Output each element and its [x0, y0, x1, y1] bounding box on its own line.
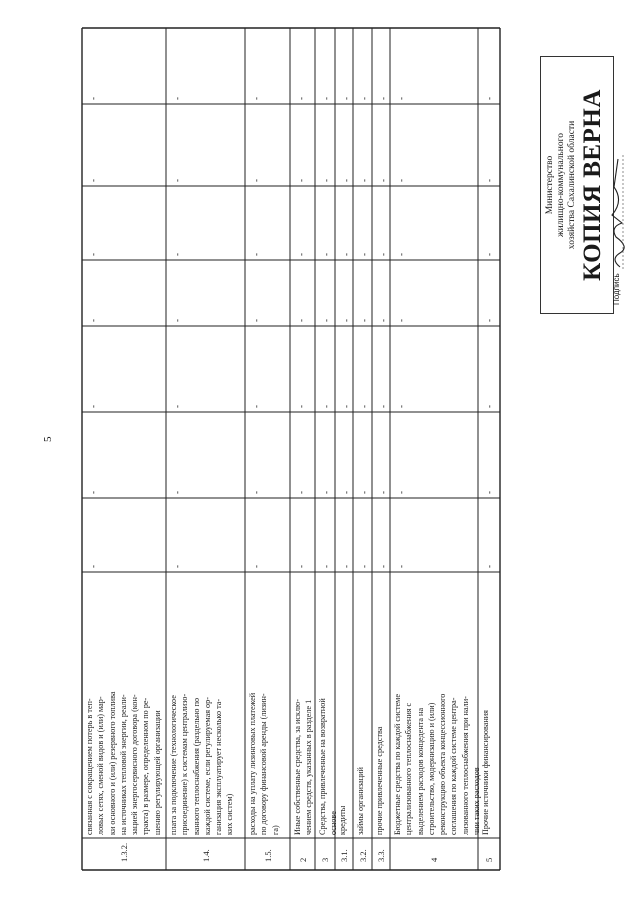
row-description — [337, 806, 348, 835]
value-cell: - — [172, 565, 182, 568]
description-line: выделением расходов концедента на — [415, 707, 425, 835]
row-number: 3 — [320, 857, 330, 862]
stamp-ministry-line3: хозяйства Сахалинской области — [567, 120, 577, 250]
value-cell: - — [321, 405, 331, 408]
value-cell: - — [296, 97, 306, 100]
row-description — [168, 694, 236, 835]
description-line: ких систем) — [225, 793, 235, 835]
value-cell: - — [321, 97, 331, 100]
description-line: присоединение) к системам централизо- — [180, 693, 190, 835]
value-cell: - — [378, 179, 388, 182]
value-cell: - — [396, 405, 406, 408]
value-cell: - — [484, 179, 494, 182]
value-cell: - — [251, 405, 261, 408]
value-cell: - — [172, 491, 182, 494]
value-cell: - — [251, 253, 261, 256]
page-number: 5 — [42, 436, 54, 442]
row-description — [374, 727, 385, 835]
description-line: займы организаций — [356, 767, 365, 835]
description-line: Прочие источники финансирования — [481, 710, 490, 835]
value-cell: - — [341, 253, 351, 256]
row-number: 2 — [297, 857, 308, 862]
value-cell: - — [359, 253, 369, 256]
value-cell: - — [251, 179, 261, 182]
description-line: Средства, привлеченные на возвратной — [318, 698, 327, 835]
value-cell: - — [359, 405, 369, 408]
value-cell: - — [341, 491, 351, 494]
value-cell: - — [88, 179, 98, 182]
value-cell: - — [378, 253, 388, 256]
description-line: Бюджетные средства по каждой системе — [393, 694, 402, 835]
description-line: реконструкцию объекта концессионного — [438, 693, 448, 835]
description-line: лизованного теплоснабжения при нали- — [460, 696, 470, 835]
description-line: на источниках тепловой энергии, реали- — [118, 694, 128, 835]
stamp-signature-label: Подпись — [612, 273, 622, 305]
row-description — [480, 710, 491, 835]
value-cell: - — [321, 565, 331, 568]
row-description — [247, 693, 281, 835]
value-cell: - — [396, 253, 406, 256]
value-cell: - — [341, 319, 351, 322]
description-line: чением средств, указанных в разделе 1 — [304, 699, 314, 835]
value-cell: - — [396, 319, 406, 322]
description-line: ки основного и (или) резервного топлива — [107, 691, 117, 835]
description-line: ганизация эксплуатирует несколько та- — [214, 698, 224, 835]
value-cell: - — [359, 491, 369, 494]
stamp-signature-row — [608, 61, 626, 309]
description-line: связанная с сокращением потерь в теп- — [85, 698, 94, 835]
value-cell: - — [251, 97, 261, 100]
description-line: Иные собственные средства, за исклю- — [293, 699, 302, 835]
value-cell: - — [396, 565, 406, 568]
row-number: 4 — [429, 857, 439, 862]
row-number: 3.1. — [339, 849, 349, 862]
value-cell: - — [251, 491, 261, 494]
value-cell: - — [359, 565, 369, 568]
row-number: 5 — [484, 857, 494, 862]
value-cell: - — [396, 179, 406, 182]
stamp-title: КОПИЯ ВЕРНА — [579, 89, 606, 281]
value-cell: - — [88, 405, 98, 408]
value-cell: - — [251, 565, 261, 568]
value-cell: - — [88, 253, 98, 256]
value-cell: - — [484, 405, 494, 408]
value-cell: - — [296, 491, 306, 494]
description-line: расходы на уплату лизинговых платежей — [248, 692, 257, 835]
description-line: соглашения по каждой системе центра- — [449, 697, 459, 835]
value-cell: - — [251, 319, 261, 322]
value-cell: - — [359, 97, 369, 100]
value-cell: - — [321, 253, 331, 256]
description-line: ванного теплоснабжения (раздельно по — [191, 697, 201, 835]
description-line: по договору финансовой аренды (лизин- — [259, 693, 269, 835]
row-number: 1.5. — [262, 849, 273, 862]
value-cell: - — [172, 97, 182, 100]
value-cell: - — [321, 179, 331, 182]
value-cell: - — [359, 319, 369, 322]
description-line: кредиты — [338, 805, 347, 835]
value-cell: - — [378, 97, 388, 100]
row-description — [84, 692, 163, 835]
description-line: га) — [270, 825, 280, 835]
description-line: тракта) в размере, определенном по ре- — [141, 697, 151, 835]
value-cell: - — [296, 405, 306, 408]
value-cell: - — [359, 179, 369, 182]
value-cell: - — [396, 97, 406, 100]
row-number: 1.3.2. — [119, 842, 129, 862]
value-cell: - — [296, 319, 306, 322]
description-line: каждой системе, если регулируемая ор- — [202, 697, 212, 835]
row-number: 3.3. — [376, 849, 386, 862]
row-description — [355, 767, 366, 835]
description-line: плата за подключение (технологическое — [169, 695, 178, 835]
value-cell: - — [172, 405, 182, 408]
value-cell: - — [88, 491, 98, 494]
description-line: зацией энергосервисного договора (кон- — [130, 694, 140, 835]
description-line: строительство, модернизацию и (или) — [426, 702, 436, 835]
stamp-ministry: Министерство — [545, 155, 555, 215]
value-cell: - — [484, 491, 494, 494]
value-cell: - — [484, 565, 494, 568]
value-cell: - — [296, 565, 306, 568]
value-cell: - — [484, 97, 494, 100]
value-cell: - — [378, 491, 388, 494]
value-cell: - — [378, 319, 388, 322]
description-line: основе — [329, 811, 339, 835]
row-description — [292, 699, 315, 835]
value-cell: - — [321, 319, 331, 322]
description-line: прочие привлеченные средства — [375, 726, 384, 835]
stamp-ministry-line2: жилищно-коммунального — [556, 133, 566, 237]
value-cell: - — [484, 253, 494, 256]
value-cell: - — [341, 97, 351, 100]
value-cell: - — [341, 405, 351, 408]
value-cell: - — [378, 565, 388, 568]
value-cell: - — [484, 319, 494, 322]
description-line: чии таких расходов — [472, 767, 482, 835]
value-cell: - — [172, 253, 182, 256]
value-cell: - — [341, 179, 351, 182]
value-cell: - — [88, 319, 98, 322]
value-cell: - — [88, 565, 98, 568]
value-cell: - — [296, 253, 306, 256]
description-line: централизованного теплоснабжения с — [404, 702, 414, 835]
description-line: шению регулирующей организации — [152, 710, 162, 835]
row-description — [392, 694, 482, 835]
value-cell: - — [378, 405, 388, 408]
row-number: 3.2. — [357, 849, 368, 862]
value-cell: - — [321, 491, 331, 494]
handwritten-signature — [608, 151, 626, 271]
value-cell: - — [172, 179, 182, 182]
value-cell: - — [296, 179, 306, 182]
value-cell: - — [341, 565, 351, 568]
value-cell: - — [172, 319, 182, 322]
value-cell: - — [396, 491, 406, 494]
description-line: ловых сетях, сменой видов и (или) мар- — [96, 696, 106, 835]
value-cell: - — [88, 97, 98, 100]
row-number: 1.4. — [200, 849, 211, 862]
copy-certified-stamp — [540, 56, 622, 314]
